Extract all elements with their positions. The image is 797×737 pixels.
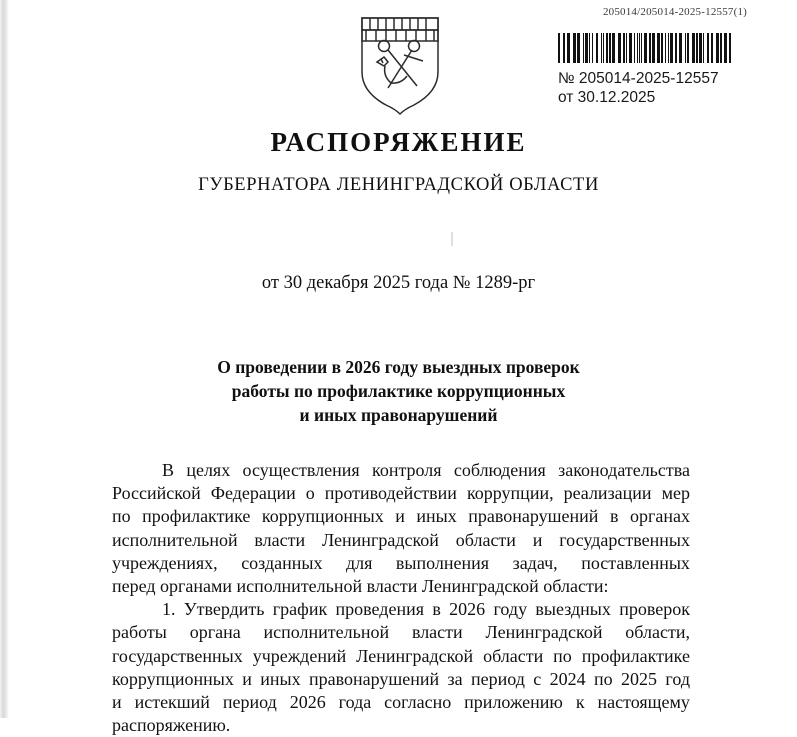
barcode-bar bbox=[711, 33, 713, 63]
text-word: законодательства bbox=[558, 460, 690, 480]
barcode-bar bbox=[720, 33, 722, 63]
text-word: области bbox=[483, 645, 544, 666]
text-word: противодействии bbox=[324, 483, 457, 504]
text-word: проведения bbox=[335, 599, 425, 620]
text-word: году bbox=[493, 599, 528, 620]
text-word: в bbox=[609, 506, 619, 527]
barcode-bar bbox=[637, 33, 638, 63]
barcode-bar bbox=[606, 33, 608, 63]
barcode-bar bbox=[692, 33, 695, 63]
text-word: Утвердить bbox=[183, 599, 265, 620]
text-word: коррупционных bbox=[112, 668, 234, 689]
text-word: 2026 bbox=[449, 599, 486, 620]
text-word: и bbox=[532, 529, 543, 550]
text-word: правонарушений bbox=[308, 668, 440, 689]
text-word: иных bbox=[260, 668, 301, 689]
text-word: период bbox=[222, 692, 277, 713]
barcode-bar bbox=[601, 33, 602, 63]
barcode-bar bbox=[567, 33, 570, 63]
text-word: для bbox=[345, 552, 373, 573]
text-word: настоящему bbox=[597, 692, 690, 713]
text-word: распоряжению. bbox=[112, 715, 231, 736]
barcode-bar bbox=[716, 33, 719, 63]
barcode-bar bbox=[609, 33, 611, 63]
barcode-bar bbox=[639, 33, 640, 63]
text-word: график bbox=[272, 599, 328, 620]
barcode-bar bbox=[670, 33, 673, 63]
paragraph-line bbox=[112, 529, 690, 552]
text-word: мер bbox=[661, 483, 690, 504]
text-word: исполнительной bbox=[263, 622, 390, 643]
barcode-bar bbox=[679, 33, 682, 63]
text-word: В bbox=[162, 460, 175, 480]
barcode-bar bbox=[641, 33, 642, 63]
text-word: профилактике bbox=[581, 645, 690, 666]
barcode-bar bbox=[589, 33, 590, 63]
text-word: Российской bbox=[112, 483, 201, 504]
text-word: по bbox=[594, 668, 613, 689]
text-word: органа bbox=[189, 622, 241, 643]
coat-of-arms-icon bbox=[357, 10, 443, 114]
issuing-authority-heading: ГУБЕРНАТОРА ЛЕНИНГРАДСКОЙ ОБЛАСТИ bbox=[198, 175, 599, 195]
subject-line: О проведении в 2026 году выездных проверок bbox=[217, 357, 580, 377]
text-word: органах bbox=[629, 506, 690, 527]
text-word: в bbox=[432, 599, 441, 620]
paragraph-line bbox=[112, 505, 690, 528]
text-word: 2024 bbox=[549, 668, 586, 689]
text-word: поставленных bbox=[581, 552, 690, 573]
paragraph-line bbox=[112, 459, 690, 482]
barcode-bar bbox=[724, 33, 727, 63]
barcode-bar bbox=[675, 33, 677, 63]
text-word: приложению bbox=[464, 692, 563, 713]
paragraph-line bbox=[112, 621, 690, 644]
registration-code: 205014/205014-2025-12557(1) bbox=[602, 6, 748, 18]
document-date-and-number: от 30 декабря 2025 года № 1289-рг bbox=[261, 273, 536, 293]
text-word: 1. bbox=[162, 599, 176, 620]
barcode-bar bbox=[707, 33, 709, 63]
document-type-heading: РАСПОРЯЖЕНИЕ bbox=[270, 127, 527, 157]
barcode-bar bbox=[612, 33, 615, 63]
barcode-bar bbox=[687, 33, 689, 63]
text-word: исполнительной bbox=[112, 529, 238, 550]
document-subject-title bbox=[0, 355, 797, 427]
text-word: работы bbox=[112, 622, 167, 643]
barcode-bar bbox=[665, 33, 666, 63]
barcode-bar bbox=[696, 33, 698, 63]
barcode-bar bbox=[558, 33, 560, 63]
barcode-bar bbox=[592, 33, 593, 63]
paragraph-line bbox=[112, 668, 690, 691]
barcode-bar bbox=[668, 33, 669, 63]
registration-date: от 30.12.2025 bbox=[558, 89, 656, 106]
paragraph-line bbox=[112, 482, 690, 505]
text-word: реализации bbox=[563, 483, 652, 504]
text-word: о bbox=[305, 483, 315, 504]
barcode-bar bbox=[657, 33, 660, 63]
paragraph-line bbox=[112, 691, 690, 714]
text-word: Ленинградской bbox=[485, 622, 603, 643]
text-word: выездных bbox=[535, 599, 611, 620]
barcode-bar bbox=[626, 33, 627, 63]
text-word: истекший bbox=[134, 692, 210, 713]
paragraph-line bbox=[112, 645, 690, 668]
document-body bbox=[112, 459, 690, 737]
barcode-bar bbox=[585, 33, 588, 63]
barcode-bar bbox=[596, 33, 598, 63]
paragraph-line bbox=[112, 598, 690, 621]
text-word: период bbox=[470, 668, 525, 689]
barcode-bar bbox=[652, 33, 655, 63]
text-word: Федерации bbox=[210, 483, 296, 504]
text-word: коррупции, bbox=[466, 483, 554, 504]
barcode-bar bbox=[623, 33, 625, 63]
text-word: власти bbox=[254, 529, 306, 550]
text-word: задач, bbox=[512, 552, 558, 573]
paragraph-line bbox=[112, 714, 690, 737]
text-word: иных bbox=[416, 506, 457, 527]
text-word: за bbox=[447, 668, 463, 689]
text-word: к bbox=[575, 692, 585, 713]
text-word: области bbox=[455, 529, 516, 550]
text-word: осуществления bbox=[242, 460, 360, 480]
text-word: учреждений bbox=[252, 645, 347, 666]
text-word: согласно bbox=[384, 692, 452, 713]
scan-speck-artifact bbox=[451, 232, 453, 246]
text-word: и bbox=[112, 692, 122, 713]
text-word: учреждениях, bbox=[112, 552, 218, 573]
text-word: области, bbox=[625, 622, 690, 643]
barcode-bar bbox=[699, 33, 702, 63]
text-word: и bbox=[242, 668, 252, 689]
paragraph-line bbox=[112, 575, 690, 598]
text-word: целях bbox=[186, 460, 231, 480]
text-word: контроля bbox=[371, 460, 442, 480]
barcode-bar bbox=[629, 33, 632, 63]
barcode-bar bbox=[583, 33, 584, 63]
text-word: по bbox=[553, 645, 572, 666]
text-word: Ленинградской bbox=[321, 529, 439, 550]
barcode-bar bbox=[563, 33, 565, 63]
subject-line: и иных правонарушений bbox=[299, 405, 498, 425]
text-word: власти bbox=[411, 622, 463, 643]
text-word: года bbox=[338, 692, 372, 713]
text-word: 2025 bbox=[621, 668, 658, 689]
text-word: созданных bbox=[241, 552, 323, 573]
registration-number: № 205014-2025-12557 bbox=[558, 70, 719, 87]
text-word: проверок bbox=[619, 599, 690, 620]
paragraph-line bbox=[112, 552, 690, 575]
barcode-bar bbox=[703, 33, 704, 63]
text-word: год bbox=[665, 668, 690, 689]
text-word: с bbox=[533, 668, 542, 689]
text-word: соблюдения bbox=[453, 460, 546, 480]
text-word: государственных bbox=[559, 529, 690, 550]
text-word: перед органами исполнительной власти Ленинградской области: bbox=[112, 576, 609, 597]
text-word: государственных bbox=[112, 645, 243, 666]
text-word: выполнения bbox=[395, 552, 490, 573]
text-word: профилактике bbox=[142, 506, 251, 527]
barcode-bar bbox=[644, 33, 647, 63]
barcode-bar bbox=[573, 33, 576, 63]
barcode-bar bbox=[729, 33, 731, 63]
barcode-bar bbox=[603, 33, 604, 63]
barcode-image bbox=[558, 33, 734, 63]
text-word: и bbox=[395, 506, 405, 527]
barcode-bar bbox=[577, 33, 580, 63]
barcode-bar bbox=[661, 33, 663, 63]
text-word: коррупционных bbox=[261, 506, 384, 527]
text-word: 2026 bbox=[289, 692, 326, 713]
barcode-bar bbox=[618, 33, 621, 63]
text-word: по bbox=[112, 506, 131, 527]
barcode-bar bbox=[685, 33, 686, 63]
barcode-bar bbox=[634, 33, 635, 63]
subject-line: работы по профилактике коррупционных bbox=[231, 381, 566, 401]
barcode-bar bbox=[649, 33, 651, 63]
text-word: правонарушений bbox=[468, 506, 599, 527]
text-word: Ленинградской bbox=[356, 645, 474, 666]
